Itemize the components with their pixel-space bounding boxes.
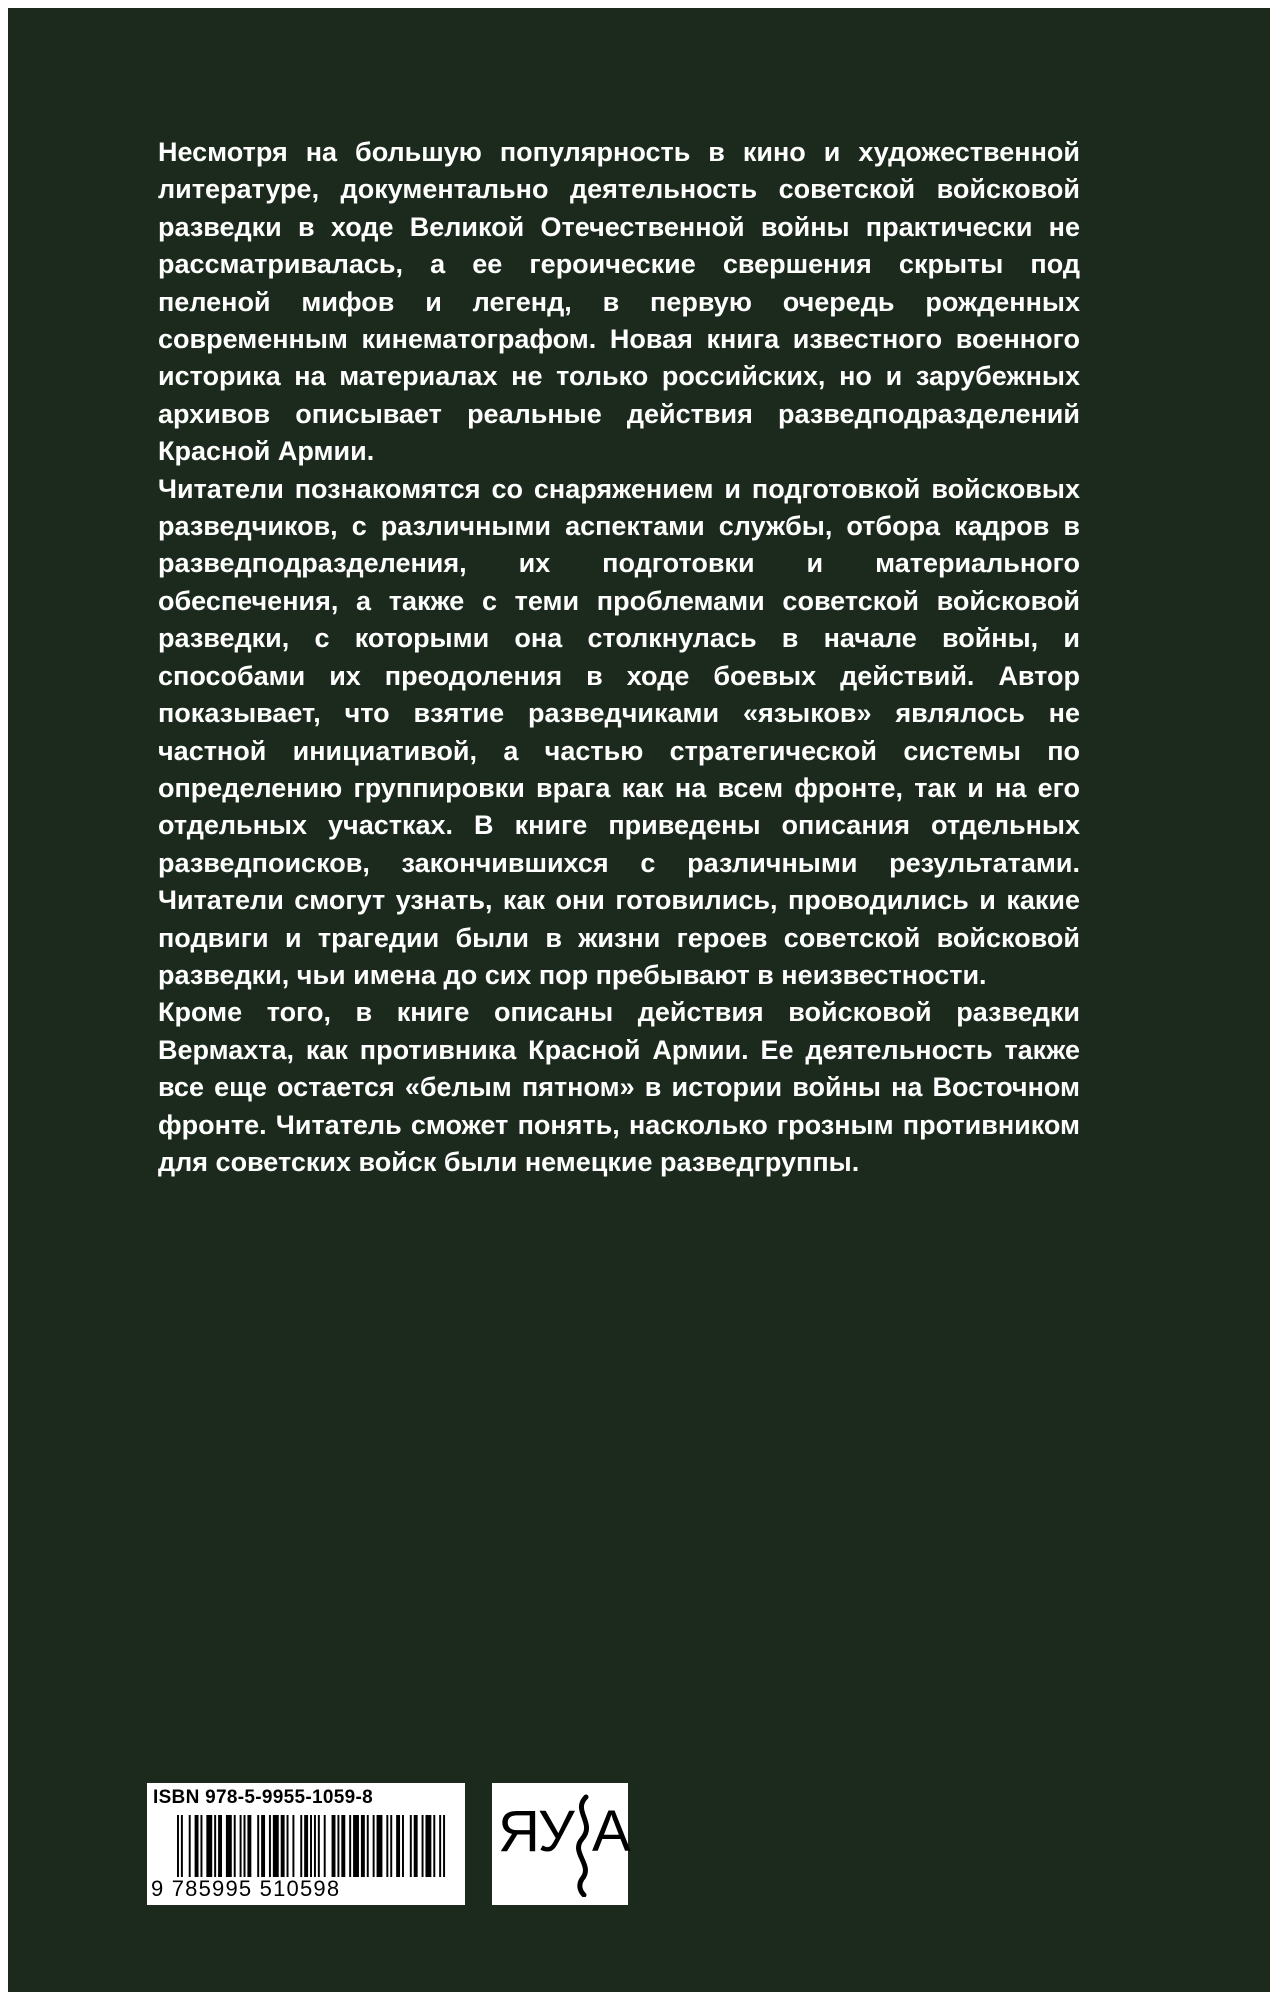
barcode-icon: [177, 1815, 447, 1877]
annotation-paragraph-3: Кроме того, в книге описаны действия войсковой разведки Вермахта, как противника Красной Армии. Ее деятельность также все еще остается «белым пятном» в истории войны на Восточном фронте. Читатель сможет понять, насколько грозным противником для советских войск были немецкие разведгруппы.: [158, 997, 1080, 1177]
annotation-text: [158, 134, 1080, 1181]
publisher-logo: [492, 1783, 631, 1905]
back-cover: [8, 8, 1270, 1992]
isbn-barcode-block: [147, 1783, 465, 1905]
annotation-paragraph-2: Читатели познакомятся со снаряжением и подготовкой войсковых разведчиков, с различными аспектами службы, отбора кадров в разведподразделения, их подготовки и материального обеспечения, а также с теми проблемами советской войсковой разведки, с которыми она столкнулась в начале войны, и способами их преодоления в ходе боевых действий. Автор показывает, что взятие разведчиками «языков» являлось не частной инициативой, а частью стратегической системы по определению группировки врага как на всем фронте, так и на его отдельных участках. В книге приведены описания отдельных разведпоисков, закончившихся с различными результатами. Читатели смогут узнать, как они готовились, проводились и какие подвиги и трагедии были в жизни героев советской войсковой разведки, чьи имена до сих пор пребывают в неизвестности.: [158, 473, 1080, 990]
barcode-digits: 9 785995 510598: [151, 1876, 341, 1901]
isbn-number: ISBN 978-5-9955-1059-8: [153, 1787, 373, 1808]
annotation-paragraph-1: Несмотря на большую популярность в кино и художественной литературе, документально деятельность советской войсковой разведки в ходе Великой Отечественной войны практически не рассматривалась, а ее героические свершения скрыты под пеленой мифов и легенд, в первую очередь рожденных современным кинематографом. Новая книга известного военного историка на материалах не только российских, но и зарубежных архивов описывает реальные действия разведподразделений Красной Армии.: [158, 137, 1080, 467]
logo-letter-right: А: [592, 1799, 631, 1864]
logo-letters-left: ЯУ: [498, 1799, 573, 1864]
